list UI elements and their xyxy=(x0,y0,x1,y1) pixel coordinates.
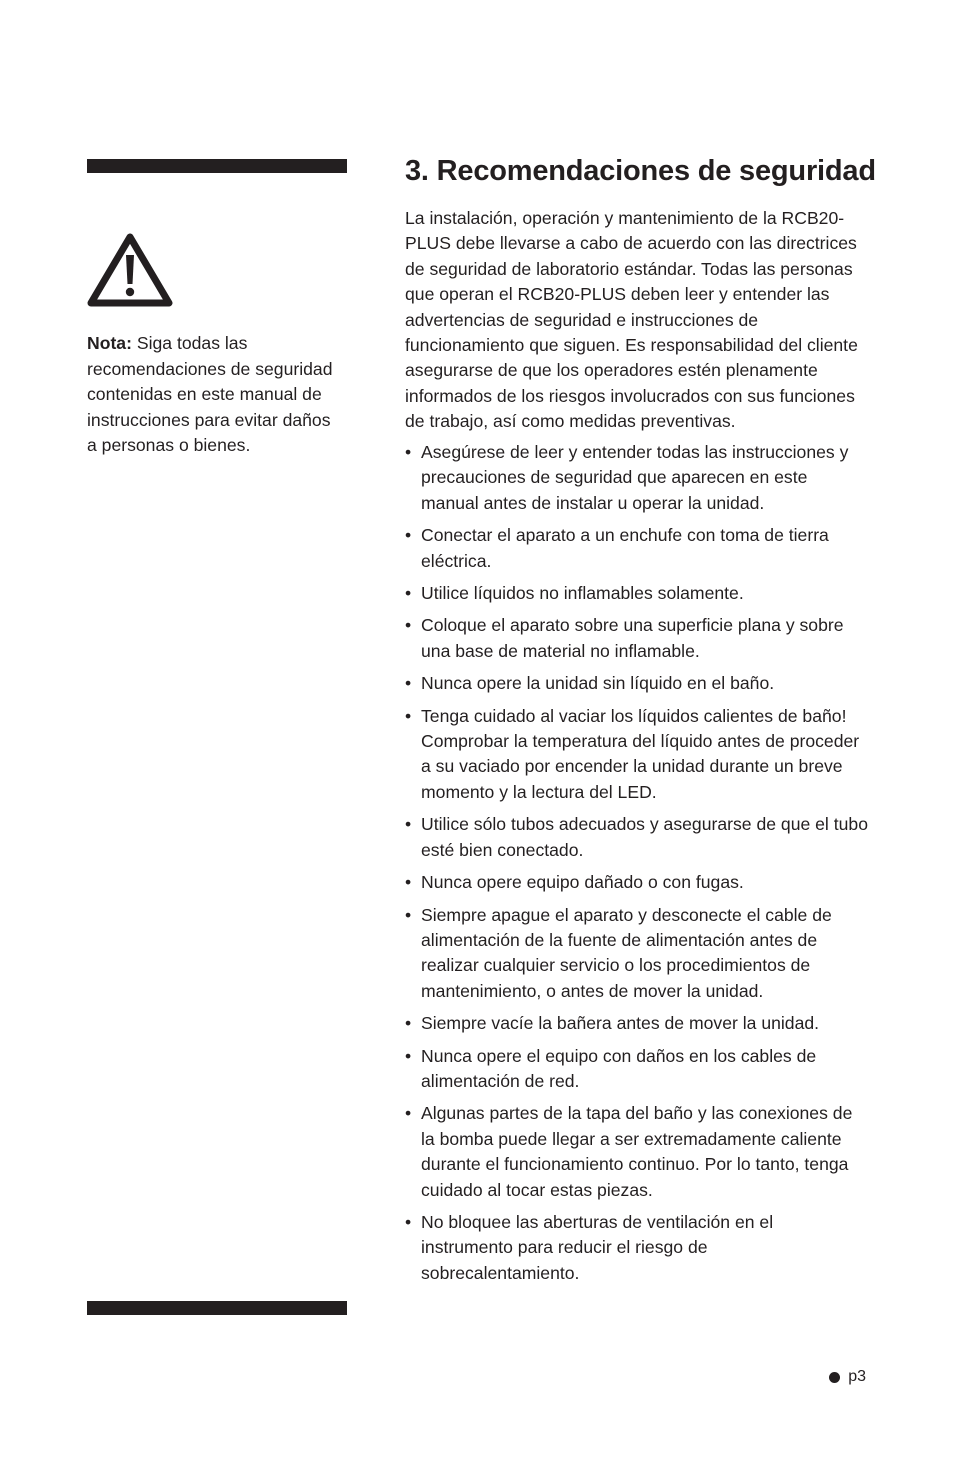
list-item: • Conectar el aparato a un enchufe con toma de tierra eléctrica. xyxy=(405,523,869,574)
sidebar-top-rule xyxy=(87,159,347,173)
list-item: • Nunca opere el equipo con daños en los cables de alimentación de red. xyxy=(405,1044,869,1095)
warning-triangle-icon xyxy=(86,231,174,309)
safety-list xyxy=(405,440,869,1293)
note-text: Siga todas las recomendaciones de seguridad contenidas en este manual de instrucciones para evitar daños a personas o bienes. xyxy=(87,333,333,455)
list-item: • Siempre vacíe la bañera antes de mover la unidad. xyxy=(405,1011,869,1036)
sidebar-note xyxy=(87,331,337,459)
note-label: Nota: xyxy=(87,333,132,353)
section-title: 3. Recomendaciones de seguridad xyxy=(405,155,876,187)
list-item: • Asegúrese de leer y entender todas las instrucciones y precauciones de seguridad que aparecen en este manual antes de instalar u operar la unidad. xyxy=(405,440,869,516)
list-item: • Nunca opere la unidad sin líquido en el baño. xyxy=(405,671,869,696)
list-item: • Tenga cuidado al vaciar los líquidos calientes de baño! Comprobar la temperatura del líquido antes de proceder a su vaciado por encender la unidad durante un breve momento y la lectura del LED. xyxy=(405,704,869,806)
page-number-label: p3 xyxy=(848,1368,866,1385)
list-item: • Utilice líquidos no inflamables solamente. xyxy=(405,581,869,606)
list-item: • Utilice sólo tubos adecuados y asegurarse de que el tubo esté bien conectado. xyxy=(405,812,869,863)
list-item: • Algunas partes de la tapa del baño y las conexiones de la bomba puede llegar a ser extremadamente caliente durante el funcionamiento continuo. Por lo tanto, tenga cuidado al tocar estas piezas. xyxy=(405,1101,869,1203)
intro-paragraph: La instalación, operación y mantenimiento de la RCB20-PLUS debe llevarse a cabo de acuerdo con las directrices de seguridad de laboratorio estándar. Todas las personas que operan el RCB20-PLUS deben leer y entender las advertencias de seguridad e instrucciones de funcionamiento que siguen. Es responsabilidad del cliente asegurarse de que los operadores estén plenamente informados de los riesgos involucrados con sus funciones de trabajo, así como medidas preventivas. xyxy=(405,208,858,432)
list-item: • Nunca opere equipo dañado o con fugas. xyxy=(405,870,869,895)
sidebar-bottom-rule xyxy=(87,1301,347,1315)
page-number xyxy=(829,1367,866,1387)
list-item: • Coloque el aparato sobre una superficie plana y sobre una base de material no inflamable. xyxy=(405,613,869,664)
bullet-dot-icon xyxy=(829,1372,840,1383)
list-item: • Siempre apague el aparato y desconecte el cable de alimentación de la fuente de alimentación antes de realizar cualquier servicio o los procedimientos de mantenimiento, o antes de mover la unidad. xyxy=(405,903,869,1005)
list-item: • No bloquee las aberturas de ventilación en el instrumento para reducir el riesgo de sobrecalentamiento. xyxy=(405,1210,869,1286)
